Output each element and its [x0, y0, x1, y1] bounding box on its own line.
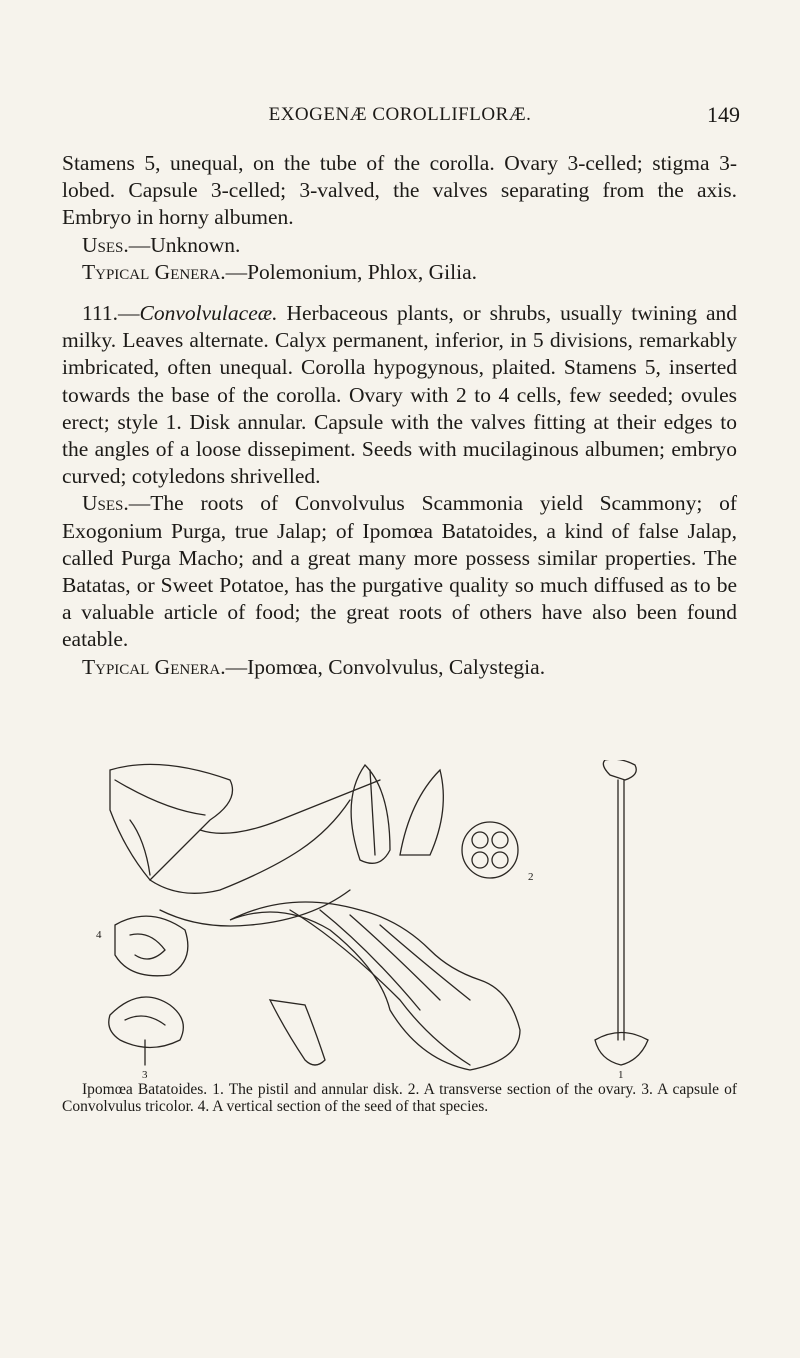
genera-label: Typical Genera. [82, 259, 226, 284]
page-number: 149 [707, 102, 740, 127]
paragraph-uses-1 [62, 232, 737, 259]
twining-stem [150, 800, 350, 893]
genera-label: Typical Genera. [82, 654, 226, 679]
uses-label: Uses. [82, 491, 129, 516]
botanical-illustration [90, 760, 690, 1080]
trumpet-flower [230, 902, 520, 1070]
figure-label-3: 3 [142, 1069, 148, 1080]
ipomoea-engraving [90, 760, 690, 1080]
paragraph-uses-2 [62, 490, 737, 653]
paragraph-genera-2 [62, 654, 737, 681]
paragraph-convolvulaceae [62, 300, 737, 490]
pistil [603, 760, 636, 780]
paragraph-stamens: Stamens 5, unequal, on the tube of the corolla. Ovary 3-celled; stigma 3-lobed. Capsule 3-celled; 3-valved, the valves separating from the axis. Embryo in horny albumen. [62, 151, 737, 230]
capsule [109, 997, 184, 1048]
leaf-drawing [110, 764, 233, 880]
body-text [62, 150, 737, 681]
ovary-section [462, 822, 518, 878]
uses-text: —Unknown. [128, 232, 241, 257]
page-header [60, 104, 740, 134]
order-number: 111.— [82, 301, 140, 326]
figure-caption: Ipomœa Batatoides. 1. The pistil and annular disk. 2. A transverse section of the ovary. 3. A capsule of Convolvulus tricolor. 4. A vertical section of the seed of that species. [62, 1081, 737, 1115]
flower-bud [270, 1000, 325, 1065]
figure-label-4: 4 [96, 929, 102, 941]
uses-text: —The roots of Convolvulus Scammonia yield Scammony; of Exogonium Purga, true Jalap; of Ipomœa Batatoides, a kind of false Jalap, called Purga Macho; and a great many more possess similar properties. The Batatas, or Sweet Potatoe, has the purgative quality so much diffused as to be a valuable article of food; the great roots of others have also been found eatable. [62, 491, 737, 652]
figure-label-2: 2 [528, 871, 534, 883]
paragraph-genera-1 [62, 259, 737, 286]
figure-label-1: 1 [618, 1069, 624, 1080]
running-head: EXOGENÆ COROLLIFLORÆ. [268, 104, 532, 125]
uses-label: Uses. [82, 232, 129, 257]
order-name: Convolvulaceæ. [139, 301, 278, 326]
order-description: Herbaceous plants, or shrubs, usually twining and milky. Leaves alternate. Calyx permanent, inferior, in 5 divisions, remarkably imbricated, often unequal. Corolla hypogynous, plaited. Stamens 5, inserted towards the base of the corolla. Ovary with 2 to 4 cells, few seeded; ovules erect; style 1. Disk annular. Capsule with the valves fitting at their edges to the angles of a loose dissepiment. Seeds with mucilaginous albumen; embryo curved; cotyledons shrivelled. [62, 301, 737, 489]
seed-section [115, 916, 188, 976]
genera-text: —Polemonium, Phlox, Gilia. [225, 259, 478, 284]
genera-text: —Ipomœa, Convolvulus, Calystegia. [225, 654, 546, 679]
